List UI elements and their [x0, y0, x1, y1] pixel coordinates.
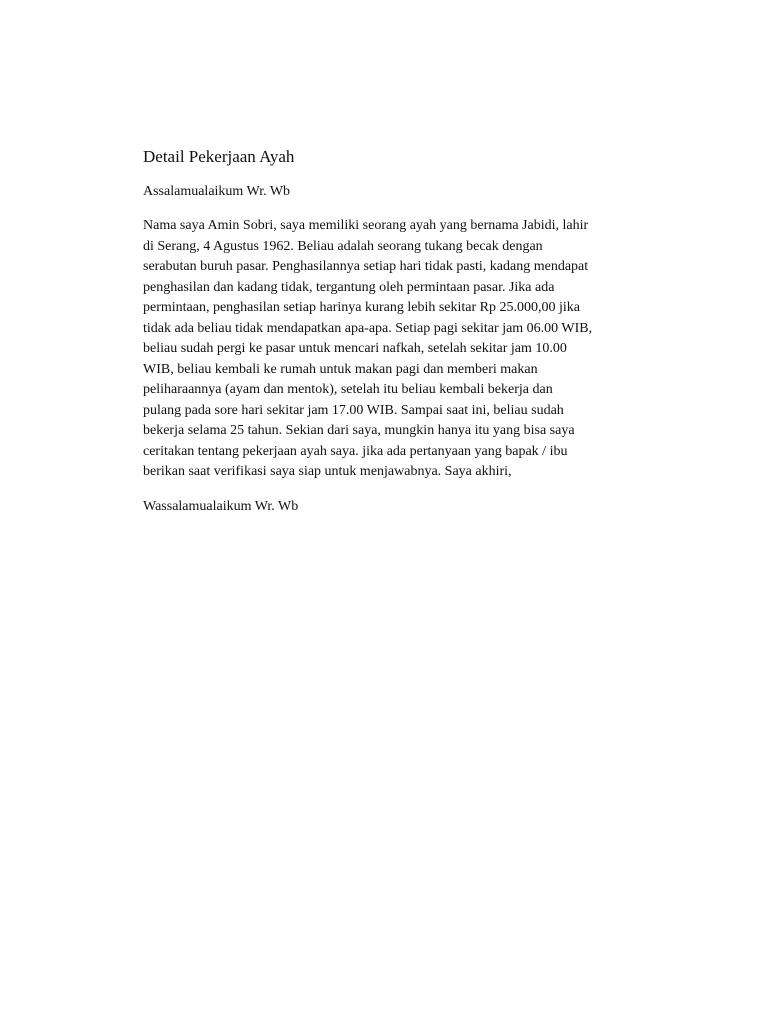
greeting-text: Assalamualaikum Wr. Wb [143, 184, 291, 199]
body-line: peliharaannya (ayam dan mentok), setelah itu beliau kembali bekerja dan [143, 382, 553, 397]
body-line: permintaan, penghasilan setiap harinya kurang lebih sekitar Rp 25.000,00 jika [143, 300, 580, 315]
document-title: Detail Pekerjaan Ayah [143, 147, 295, 166]
body-line: beliau sudah pergi ke pasar untuk mencari nafkah, setelah sekitar jam 10.00 [143, 341, 567, 356]
body-line: ceritakan tentang pekerjaan ayah saya. jika ada pertanyaan yang bapak / ibu [143, 443, 568, 459]
document-content [143, 146, 643, 517]
body-line: tidak ada beliau tidak mendapatkan apa-apa. Setiap pagi sekitar jam 06.00 WIB, [143, 320, 593, 336]
body-line: Nama saya Amin Sobri, saya memiliki seorang ayah yang bernama Jabidi, lahir [143, 218, 589, 233]
closing-text: Wassalamualaikum Wr. Wb [143, 498, 299, 514]
body-line: berikan saat verifikasi saya siap untuk menjawabnya. Saya akhiri, [143, 464, 512, 479]
body-line: WIB, beliau kembali ke rumah untuk makan pagi dan memberi makan [143, 361, 538, 377]
body-line: bekerja selama 25 tahun. Sekian dari saya, mungkin hanya itu yang bisa saya [143, 423, 575, 438]
body-line: pulang pada sore hari sekitar jam 17.00 WIB. Sampai saat ini, beliau sudah [143, 402, 564, 418]
body-paragraph [143, 216, 643, 483]
body-line: penghasilan dan kadang tidak, tergantung oleh permintaan pasar. Jika ada [143, 279, 555, 295]
body-line: serabutan buruh pasar. Penghasilannya setiap hari tidak pasti, kadang mendapat [143, 259, 589, 274]
body-line: di Serang, 4 Agustus 1962. Beliau adalah seorang tukang becak dengan [143, 238, 543, 254]
